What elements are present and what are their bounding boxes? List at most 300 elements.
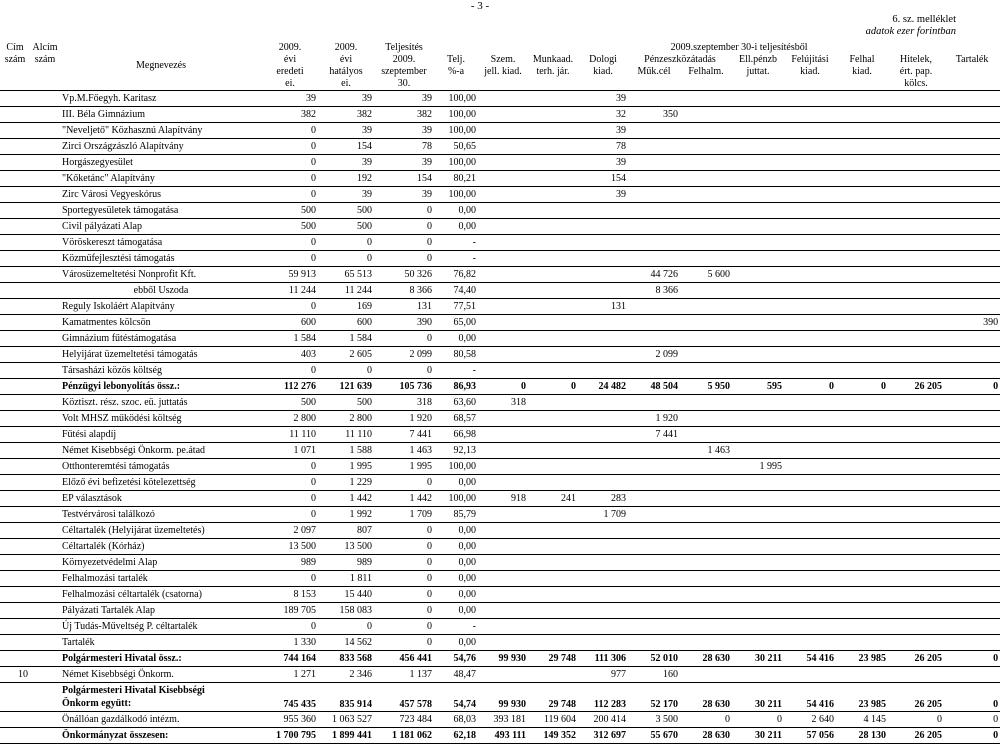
value-cell: 1 995 xyxy=(318,459,374,475)
row-name: Gimnázium fűtéstámogatása xyxy=(60,331,262,347)
value-cell: 0 xyxy=(374,475,434,491)
value-cell xyxy=(888,299,944,315)
value-cell: 7 441 xyxy=(374,427,434,443)
value-cell xyxy=(628,523,680,539)
value-cell: 0 xyxy=(374,363,434,379)
value-cell: 100,00 xyxy=(434,459,478,475)
value-cell xyxy=(628,603,680,619)
row-name-line: Polgármesteri Hivatal Kisebbségi xyxy=(62,685,205,696)
value-cell xyxy=(944,91,1000,107)
value-cell xyxy=(888,363,944,379)
value-cell xyxy=(628,187,680,203)
value-cell xyxy=(944,267,1000,283)
value-cell xyxy=(784,539,836,555)
value-cell xyxy=(528,91,578,107)
value-cell xyxy=(836,251,888,267)
value-cell: 955 360 xyxy=(262,712,318,728)
cim-cell xyxy=(0,587,30,603)
cim-cell xyxy=(0,219,30,235)
value-cell: 600 xyxy=(262,315,318,331)
value-cell: 283 xyxy=(578,491,628,507)
value-cell xyxy=(528,619,578,635)
value-cell xyxy=(888,283,944,299)
value-cell xyxy=(888,667,944,683)
value-cell xyxy=(784,587,836,603)
value-cell: 390 xyxy=(944,315,1000,331)
alcim-cell xyxy=(30,171,60,187)
cim-cell xyxy=(0,235,30,251)
value-cell xyxy=(732,187,784,203)
value-cell xyxy=(478,171,528,187)
value-cell xyxy=(478,203,528,219)
value-cell xyxy=(478,299,528,315)
value-cell xyxy=(478,363,528,379)
cim-cell xyxy=(0,347,30,363)
value-cell xyxy=(784,395,836,411)
value-cell: 0 xyxy=(318,363,374,379)
cim-cell: 10 xyxy=(0,667,30,683)
value-cell xyxy=(784,331,836,347)
value-cell xyxy=(836,219,888,235)
value-cell xyxy=(680,123,732,139)
value-cell xyxy=(784,283,836,299)
value-cell: 0 xyxy=(262,155,318,171)
row-name: Új Tudás-Műveltség P. céltartalék xyxy=(60,619,262,635)
value-cell xyxy=(680,571,732,587)
value-cell: 0 xyxy=(262,171,318,187)
value-cell xyxy=(784,411,836,427)
table-row xyxy=(0,187,1000,203)
value-cell xyxy=(680,427,732,443)
value-cell xyxy=(888,315,944,331)
value-cell xyxy=(528,139,578,155)
value-cell: 158 083 xyxy=(318,603,374,619)
value-cell xyxy=(578,427,628,443)
value-cell xyxy=(888,251,944,267)
value-cell xyxy=(888,635,944,651)
value-cell: 318 xyxy=(374,395,434,411)
value-cell xyxy=(528,587,578,603)
value-cell: 0,00 xyxy=(434,539,478,555)
alcim-cell xyxy=(30,411,60,427)
value-cell xyxy=(528,235,578,251)
table-row xyxy=(0,728,1000,744)
alcim-cell xyxy=(30,139,60,155)
value-cell xyxy=(628,507,680,523)
value-cell xyxy=(680,491,732,507)
value-cell: 0 xyxy=(374,523,434,539)
value-cell xyxy=(578,619,628,635)
cim-cell xyxy=(0,571,30,587)
value-cell xyxy=(888,331,944,347)
value-cell xyxy=(528,251,578,267)
cim-cell xyxy=(0,619,30,635)
alcim-cell xyxy=(30,91,60,107)
value-cell: 0 xyxy=(374,235,434,251)
value-cell: 0 xyxy=(680,712,732,728)
value-cell xyxy=(680,411,732,427)
value-cell: 52 170 xyxy=(628,683,680,712)
value-cell: 500 xyxy=(262,395,318,411)
header-cell: évi xyxy=(283,54,297,65)
value-cell: 54 416 xyxy=(784,651,836,667)
value-cell: 39 xyxy=(262,91,318,107)
value-cell: 403 xyxy=(262,347,318,363)
value-cell xyxy=(680,459,732,475)
value-cell xyxy=(732,475,784,491)
value-cell xyxy=(680,523,732,539)
value-cell: 1 071 xyxy=(262,443,318,459)
value-cell xyxy=(578,587,628,603)
value-cell: 312 697 xyxy=(578,728,628,744)
value-cell: 66,98 xyxy=(434,427,478,443)
value-cell: 1 463 xyxy=(680,443,732,459)
value-cell xyxy=(944,427,1000,443)
value-cell xyxy=(528,155,578,171)
value-cell: 29 748 xyxy=(528,651,578,667)
value-cell xyxy=(836,443,888,459)
value-cell xyxy=(478,331,528,347)
value-cell xyxy=(578,459,628,475)
value-cell xyxy=(680,331,732,347)
value-cell xyxy=(732,331,784,347)
value-cell: - xyxy=(434,235,478,251)
value-cell xyxy=(578,347,628,363)
value-cell: 28 130 xyxy=(836,728,888,744)
table-row xyxy=(0,619,1000,635)
row-name: III. Béla Gimnázium xyxy=(60,107,262,123)
value-cell xyxy=(836,155,888,171)
value-cell xyxy=(578,395,628,411)
value-cell xyxy=(836,587,888,603)
value-cell xyxy=(784,443,836,459)
value-cell: 39 xyxy=(578,155,628,171)
row-name: "Kőketánc" Alapítvány xyxy=(60,171,262,187)
value-cell xyxy=(836,475,888,491)
value-cell xyxy=(578,411,628,427)
value-cell xyxy=(944,475,1000,491)
value-cell: 44 726 xyxy=(628,267,680,283)
value-cell xyxy=(680,475,732,491)
value-cell xyxy=(784,267,836,283)
value-cell: 0 xyxy=(944,683,1000,712)
value-cell xyxy=(732,299,784,315)
value-cell xyxy=(732,235,784,251)
cim-cell xyxy=(0,728,30,744)
value-cell: 382 xyxy=(318,107,374,123)
table-row xyxy=(0,683,1000,712)
value-cell xyxy=(528,507,578,523)
value-cell xyxy=(784,491,836,507)
value-cell xyxy=(732,635,784,651)
value-cell xyxy=(888,235,944,251)
value-cell xyxy=(944,187,1000,203)
cim-cell xyxy=(0,635,30,651)
value-cell: 989 xyxy=(262,555,318,571)
value-cell: 0 xyxy=(262,363,318,379)
value-cell: 32 xyxy=(578,107,628,123)
cim-cell xyxy=(0,411,30,427)
value-cell xyxy=(478,267,528,283)
value-cell xyxy=(628,203,680,219)
row-name: Helyijárat üzemeltetési támogatás xyxy=(60,347,262,363)
value-cell: 78 xyxy=(578,139,628,155)
header-cell: szám xyxy=(4,54,26,65)
value-cell xyxy=(888,619,944,635)
value-cell xyxy=(888,123,944,139)
table-row xyxy=(0,443,1000,459)
alcim-cell xyxy=(30,619,60,635)
value-cell: - xyxy=(434,363,478,379)
value-cell: 382 xyxy=(374,107,434,123)
header-cell: szeptember xyxy=(381,66,427,77)
value-cell xyxy=(944,539,1000,555)
row-name: Vöröskereszt támogatása xyxy=(60,235,262,251)
value-cell: 8 153 xyxy=(262,587,318,603)
value-cell: 28 630 xyxy=(680,651,732,667)
cim-cell xyxy=(0,603,30,619)
value-cell xyxy=(784,91,836,107)
value-cell xyxy=(944,171,1000,187)
cim-cell xyxy=(0,459,30,475)
row-name-line: Önkorm együtt: xyxy=(62,698,132,709)
value-cell xyxy=(944,507,1000,523)
row-name: Céltartalék (Helyijárat üzemeltetés) xyxy=(60,523,262,539)
value-cell xyxy=(628,619,680,635)
value-cell: 13 500 xyxy=(262,539,318,555)
value-cell xyxy=(732,283,784,299)
table-row xyxy=(0,571,1000,587)
value-cell: 100,00 xyxy=(434,491,478,507)
value-cell: 0,00 xyxy=(434,571,478,587)
row-name: Volt MHSZ működési költség xyxy=(60,411,262,427)
value-cell: 39 xyxy=(578,187,628,203)
alcim-cell xyxy=(30,635,60,651)
value-cell xyxy=(578,235,628,251)
value-cell xyxy=(628,491,680,507)
value-cell xyxy=(888,219,944,235)
value-cell: 63,60 xyxy=(434,395,478,411)
value-cell xyxy=(784,203,836,219)
value-cell xyxy=(944,571,1000,587)
value-cell xyxy=(680,251,732,267)
header-cell: jell. kiad. xyxy=(484,66,522,77)
value-cell xyxy=(888,427,944,443)
value-cell: 121 639 xyxy=(318,379,374,395)
value-cell xyxy=(628,587,680,603)
value-cell: 100,00 xyxy=(434,91,478,107)
value-cell xyxy=(628,235,680,251)
alcim-cell xyxy=(30,187,60,203)
value-cell xyxy=(528,187,578,203)
value-cell xyxy=(680,107,732,123)
header-cell: ei. xyxy=(318,78,374,91)
value-cell xyxy=(888,171,944,187)
value-cell xyxy=(888,571,944,587)
header-cell: szám xyxy=(34,54,56,65)
cim-cell xyxy=(0,171,30,187)
value-cell xyxy=(528,171,578,187)
value-cell xyxy=(478,571,528,587)
value-cell xyxy=(680,91,732,107)
table-row xyxy=(0,555,1000,571)
value-cell: 918 xyxy=(478,491,528,507)
value-cell: 600 xyxy=(318,315,374,331)
value-cell: 500 xyxy=(318,219,374,235)
table-row xyxy=(0,315,1000,331)
value-cell xyxy=(944,619,1000,635)
value-cell xyxy=(680,203,732,219)
row-name: Köztiszt. rész. szoc. eü. juttatás xyxy=(60,395,262,411)
value-cell xyxy=(784,603,836,619)
value-cell: 0 xyxy=(262,251,318,267)
value-cell xyxy=(578,635,628,651)
value-cell xyxy=(836,491,888,507)
value-cell xyxy=(732,347,784,363)
value-cell: 0,00 xyxy=(434,203,478,219)
table-row xyxy=(0,603,1000,619)
value-cell xyxy=(732,603,784,619)
value-cell: 0 xyxy=(262,459,318,475)
value-cell xyxy=(578,283,628,299)
alcim-cell xyxy=(30,283,60,299)
value-cell: 0 xyxy=(944,712,1000,728)
row-name: Horgászegyesület xyxy=(60,155,262,171)
value-cell xyxy=(888,395,944,411)
value-cell xyxy=(944,283,1000,299)
value-cell: 39 xyxy=(318,155,374,171)
value-cell xyxy=(732,363,784,379)
value-cell xyxy=(680,347,732,363)
value-cell xyxy=(784,155,836,171)
value-cell xyxy=(680,667,732,683)
value-cell: 131 xyxy=(578,299,628,315)
value-cell: 1 709 xyxy=(578,507,628,523)
value-cell: 1 463 xyxy=(374,443,434,459)
value-cell xyxy=(836,171,888,187)
value-cell xyxy=(732,667,784,683)
value-cell xyxy=(836,539,888,555)
value-cell xyxy=(628,443,680,459)
value-cell xyxy=(578,219,628,235)
row-name: Társasházi közös költség xyxy=(60,363,262,379)
value-cell xyxy=(680,235,732,251)
value-cell xyxy=(888,491,944,507)
value-cell xyxy=(836,187,888,203)
alcim-cell xyxy=(30,235,60,251)
cim-cell xyxy=(0,331,30,347)
value-cell: 1 063 527 xyxy=(318,712,374,728)
value-cell: 76,82 xyxy=(434,267,478,283)
value-cell xyxy=(528,219,578,235)
cim-cell xyxy=(0,251,30,267)
alcim-cell xyxy=(30,683,60,712)
value-cell xyxy=(732,427,784,443)
value-cell: 595 xyxy=(732,379,784,395)
value-cell: 1 181 062 xyxy=(374,728,434,744)
value-cell xyxy=(784,635,836,651)
value-cell xyxy=(888,139,944,155)
value-cell: 0 xyxy=(732,712,784,728)
value-cell: 0 xyxy=(262,123,318,139)
value-cell xyxy=(478,603,528,619)
value-cell: 500 xyxy=(262,203,318,219)
value-cell xyxy=(944,491,1000,507)
value-cell xyxy=(836,619,888,635)
value-cell: 111 306 xyxy=(578,651,628,667)
value-cell: 457 578 xyxy=(374,683,434,712)
value-cell xyxy=(478,667,528,683)
value-cell xyxy=(628,91,680,107)
value-cell xyxy=(478,347,528,363)
value-cell xyxy=(578,603,628,619)
value-cell: 0 xyxy=(888,712,944,728)
value-cell: 169 xyxy=(318,299,374,315)
value-cell xyxy=(528,475,578,491)
value-cell xyxy=(680,587,732,603)
value-cell xyxy=(732,507,784,523)
value-cell xyxy=(528,203,578,219)
table-row xyxy=(0,203,1000,219)
row-name: Környezetvédelmi Alap xyxy=(60,555,262,571)
value-cell: 1 442 xyxy=(318,491,374,507)
value-cell xyxy=(628,155,680,171)
value-cell: 2 640 xyxy=(784,712,836,728)
value-cell xyxy=(478,411,528,427)
row-name: Felhalmozási céltartalék (csatorna) xyxy=(60,587,262,603)
value-cell: 30 211 xyxy=(732,651,784,667)
value-cell xyxy=(888,203,944,219)
value-cell xyxy=(478,315,528,331)
value-cell: 2 800 xyxy=(262,411,318,427)
value-cell xyxy=(888,523,944,539)
value-cell: 2 800 xyxy=(318,411,374,427)
value-cell: 15 440 xyxy=(318,587,374,603)
value-cell: 1 229 xyxy=(318,475,374,491)
value-cell: 977 xyxy=(578,667,628,683)
header-cell: juttat. xyxy=(746,66,770,77)
value-cell xyxy=(836,635,888,651)
value-cell xyxy=(478,91,528,107)
value-cell: 85,79 xyxy=(434,507,478,523)
header-cell: terh. jár. xyxy=(536,66,570,77)
value-cell xyxy=(732,539,784,555)
value-cell xyxy=(944,363,1000,379)
value-cell xyxy=(732,587,784,603)
table-row xyxy=(0,91,1000,107)
value-cell: 0 xyxy=(374,619,434,635)
value-cell: 23 985 xyxy=(836,683,888,712)
value-cell: 1 442 xyxy=(374,491,434,507)
value-cell xyxy=(784,619,836,635)
value-cell xyxy=(528,603,578,619)
row-name: Német Kisebbségi Önkorm. pe.átad xyxy=(60,443,262,459)
value-cell: 0 xyxy=(262,475,318,491)
table-row xyxy=(0,635,1000,651)
value-cell xyxy=(628,395,680,411)
value-cell: 0 xyxy=(262,507,318,523)
value-cell xyxy=(944,523,1000,539)
row-name: Vp.M.Főegyh. Karitasz xyxy=(60,91,262,107)
table-body xyxy=(0,91,1000,744)
value-cell xyxy=(478,619,528,635)
header-cell: Tartalék xyxy=(955,54,989,65)
value-cell: 26 205 xyxy=(888,651,944,667)
alcim-cell xyxy=(30,523,60,539)
value-cell xyxy=(888,155,944,171)
value-cell: 0 xyxy=(262,139,318,155)
value-cell xyxy=(628,123,680,139)
